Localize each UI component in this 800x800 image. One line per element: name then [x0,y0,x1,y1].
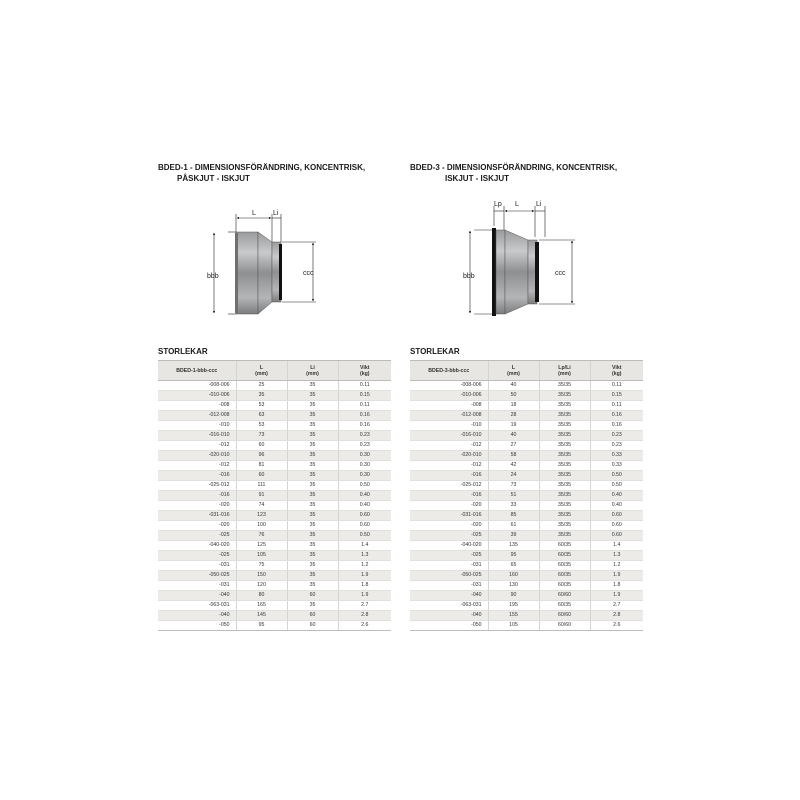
cell-weight: 0.50 [590,471,643,481]
table-row [410,381,643,391]
cell-Li: 35 [287,431,338,441]
bded1-cone [258,232,272,314]
bded1-title [158,162,391,184]
cell-Li: 35/35 [539,401,590,411]
cell-L: 80 [236,591,287,601]
table-row [158,531,391,541]
cell-Li: 35 [287,491,338,501]
table-row [410,461,643,471]
cell-L: 120 [236,581,287,591]
cell-L: 73 [488,481,539,491]
cell-L: 53 [236,421,287,431]
table-row [410,571,643,581]
bded1-title-line2: PÅSKJUT - ISKJUT [177,174,250,183]
cell-L: 165 [236,601,287,611]
cell-weight: 1.8 [338,581,391,591]
cell-L: 150 [236,571,287,581]
cell-L: 145 [236,611,287,621]
bded1-label-ccc: ccc [303,270,314,277]
bded1-col-Li: Li (mm) [287,361,338,381]
cell-L: 25 [236,381,287,391]
cell-weight: 2.7 [338,601,391,611]
cell-weight: 0.50 [338,481,391,491]
cell-weight: 2.6 [590,621,643,631]
cell-Li: 35/35 [539,521,590,531]
table-row [158,611,391,621]
cell-Li: 60/60 [539,591,590,601]
cell-L: 105 [488,621,539,631]
cell-L: 19 [488,421,539,431]
cell-Li: 60/35 [539,581,590,591]
cell-code: -008-006 [410,381,488,391]
cell-Li: 35/35 [539,391,590,401]
cell-Li: 60/35 [539,551,590,561]
table-row [410,601,643,611]
cell-Li: 35 [287,441,338,451]
cell-weight: 0.16 [590,421,643,431]
cell-weight: 0.40 [590,501,643,511]
table-row [410,541,643,551]
cell-L: 160 [488,571,539,581]
table-row [158,431,391,441]
bded3-col-L: L (mm) [488,361,539,381]
cell-code: -016 [410,471,488,481]
cell-Li: 35 [287,461,338,471]
cell-Li: 35 [287,541,338,551]
cell-code: -020 [158,501,236,511]
cell-Li: 35 [287,421,338,431]
table-row [158,541,391,551]
cell-L: 76 [236,531,287,541]
cell-L: 130 [488,581,539,591]
cell-code: -012 [158,461,236,471]
bded1-col-code: BDED-1-bbb-ccc [158,361,236,381]
cell-code: -050 [410,621,488,631]
table-row [410,561,643,571]
cell-code: -020 [410,501,488,511]
bded1-col-L: L (mm) [236,361,287,381]
cell-Li: 35/35 [539,411,590,421]
cell-Li: 35/35 [539,451,590,461]
cell-weight: 0.33 [590,461,643,471]
table-row [158,571,391,581]
table-row [158,561,391,571]
cell-code: -063-031 [158,601,236,611]
bded1-label-L: L [252,210,256,217]
cell-L: 60 [236,441,287,451]
cell-Li: 35 [287,391,338,401]
bded3-section-heading: STORLEKAR [410,347,460,356]
cell-L: 155 [488,611,539,621]
cell-Li: 60/60 [539,611,590,621]
table-row [158,441,391,451]
bded3-label-ccc: ccc [555,270,566,277]
cell-weight: 2.8 [590,611,643,621]
bded3-label-Li: Li [536,201,542,208]
cell-code: -012-008 [410,411,488,421]
cell-L: 95 [488,551,539,561]
cell-weight: 0.23 [590,441,643,451]
bded1-table-body [158,381,391,631]
cell-L: 39 [488,531,539,541]
table-row [158,581,391,591]
cell-L: 195 [488,601,539,611]
cell-L: 125 [236,541,287,551]
cell-code: -031-016 [410,511,488,521]
cell-weight: 1.3 [590,551,643,561]
cell-weight: 0.30 [338,471,391,481]
cell-code: -008-006 [158,381,236,391]
cell-weight: 0.50 [590,481,643,491]
bded1-drawing [158,192,391,322]
table-row [158,461,391,471]
bded3-table-header [410,361,643,381]
cell-code: -012-008 [158,411,236,421]
cell-code: -040 [410,591,488,601]
cell-weight: 1.9 [338,571,391,581]
cell-L: 58 [488,451,539,461]
cell-code: -012 [410,441,488,451]
cell-Li: 35 [287,511,338,521]
table-row [410,591,643,601]
cell-Li: 60/35 [539,541,590,551]
table-row [410,511,643,521]
cell-weight: 0.60 [590,511,643,521]
table-row [158,501,391,511]
cell-L: 18 [488,401,539,411]
bded1-title-line1: BDED-1 - DIMENSIONSFÖRÄNDRING, KONCENTRISK, [158,163,366,172]
table-row [410,611,643,621]
cell-weight: 0.16 [338,411,391,421]
cell-Li: 35 [287,501,338,511]
cell-weight: 0.23 [590,431,643,441]
cell-L: 73 [236,431,287,441]
cell-Li: 35/35 [539,441,590,451]
cell-weight: 1.9 [338,591,391,601]
cell-code: -050 [158,621,236,631]
table-row [410,471,643,481]
cell-code: -012 [410,461,488,471]
cell-Li: 60/35 [539,571,590,581]
cell-code: -040-020 [410,541,488,551]
cell-code: -012 [158,441,236,451]
cell-L: 96 [236,451,287,461]
table-row [158,521,391,531]
table-row [410,451,643,461]
cell-code: -040 [158,591,236,601]
table-row [158,621,391,631]
table-row [410,551,643,561]
cell-weight: 0.33 [590,451,643,461]
table-row [158,601,391,611]
cell-code: -031-016 [158,511,236,521]
cell-L: 135 [488,541,539,551]
cell-Li: 60 [287,591,338,601]
bded1-label-bbb: bbb [207,273,219,280]
cell-L: 42 [488,461,539,471]
cell-L: 100 [236,521,287,531]
cell-Li: 35 [287,411,338,421]
cell-weight: 0.15 [338,391,391,401]
bded1-col-weight: Vikt (kg) [338,361,391,381]
cell-code: -010 [410,421,488,431]
table-row [410,581,643,591]
cell-L: 33 [488,501,539,511]
cell-weight: 0.23 [338,441,391,451]
cell-weight: 0.50 [338,531,391,541]
cell-Li: 35/35 [539,461,590,471]
cell-code: -016 [158,471,236,481]
bded3-title [410,162,643,184]
cell-weight: 0.11 [590,401,643,411]
cell-L: 63 [236,411,287,421]
table-row [158,511,391,521]
table-row [410,441,643,451]
cell-L: 95 [236,621,287,631]
cell-code: -025-012 [158,481,236,491]
bded1-table-header [158,361,391,381]
table-row [158,451,391,461]
cell-weight: 1.4 [338,541,391,551]
bded3-title-line1: BDED-3 - DIMENSIONSFÖRÄNDRING, KONCENTRISK, [410,163,618,172]
cell-weight: 0.60 [338,511,391,521]
table-row [158,481,391,491]
table-row [410,521,643,531]
cell-Li: 35/35 [539,431,590,441]
table-row [410,431,643,441]
cell-code: -025 [158,551,236,561]
bded3-label-L: L [515,201,519,208]
cell-weight: 0.11 [590,381,643,391]
cell-code: -010-006 [158,391,236,401]
bded1-size-table [158,360,391,631]
cell-code: -040-020 [158,541,236,551]
bded1-panel [158,162,391,628]
cell-L: 105 [236,551,287,561]
cell-weight: 0.11 [338,401,391,411]
cell-L: 85 [488,511,539,521]
cell-L: 27 [488,441,539,451]
bded1-gasket [279,244,282,300]
table-row [410,501,643,511]
cell-weight: 0.16 [590,411,643,421]
cell-code: -008 [410,401,488,411]
cell-Li: 60 [287,611,338,621]
cell-Li: 60/35 [539,561,590,571]
cell-weight: 0.60 [338,521,391,531]
cell-Li: 35 [287,521,338,531]
bded3-table-body [410,381,643,631]
cell-Li: 35/35 [539,381,590,391]
bded3-large-cylinder [496,230,505,314]
table-row [410,531,643,541]
cell-L: 75 [236,561,287,571]
cell-weight: 0.60 [590,521,643,531]
cell-L: 111 [236,481,287,491]
cell-code: -031 [410,581,488,591]
cell-code: -050-025 [158,571,236,581]
table-row [410,481,643,491]
cell-weight: 0.40 [338,491,391,501]
table-row [158,401,391,411]
cell-Li: 35 [287,581,338,591]
bded3-cone [505,230,528,314]
cell-weight: 0.15 [590,391,643,401]
cell-weight: 0.11 [338,381,391,391]
bded1-large-cylinder [236,232,258,314]
cell-L: 40 [488,381,539,391]
bded3-small-gasket [535,242,539,302]
table-row [158,471,391,481]
cell-L: 50 [488,391,539,401]
cell-code: -040 [158,611,236,621]
cell-code: -016-010 [158,431,236,441]
cell-L: 35 [236,391,287,401]
table-row [410,401,643,411]
table-row [410,491,643,501]
table-row [158,411,391,421]
table-row [410,621,643,631]
cell-weight: 0.16 [338,421,391,431]
cell-Li: 35 [287,401,338,411]
cell-weight: 1.9 [590,571,643,581]
table-row [158,421,391,431]
cell-L: 81 [236,461,287,471]
cell-code: -050-025 [410,571,488,581]
cell-weight: 1.4 [590,541,643,551]
cell-L: 28 [488,411,539,421]
cell-L: 24 [488,471,539,481]
cell-code: -025-012 [410,481,488,491]
cell-L: 91 [236,491,287,501]
bded3-label-bbb: bbb [463,273,475,280]
cell-L: 53 [236,401,287,411]
cell-weight: 0.30 [338,461,391,471]
cell-Li: 35/35 [539,501,590,511]
cell-Li: 60/60 [539,621,590,631]
cell-code: -020-010 [158,451,236,461]
table-row [158,381,391,391]
cell-Li: 35 [287,471,338,481]
cell-weight: 0.40 [338,501,391,511]
cell-Li: 35/35 [539,421,590,431]
cell-code: -020-010 [410,451,488,461]
cell-L: 74 [236,501,287,511]
cell-weight: 1.2 [338,561,391,571]
table-row [410,411,643,421]
cell-code: -031 [158,581,236,591]
cell-weight: 1.8 [590,581,643,591]
bded3-col-LpLi: Lp/Li (mm) [539,361,590,381]
cell-Li: 60/35 [539,601,590,611]
bded3-panel [410,162,643,628]
bded3-large-gasket [492,228,496,316]
bded3-reducer-diagram [410,192,643,322]
bded1-rim [235,233,238,313]
cell-L: 90 [488,591,539,601]
cell-Li: 35 [287,601,338,611]
bded3-title-line2: ISKJUT - ISKJUT [445,174,510,183]
bded3-col-code: BDED-3-bbb-ccc [410,361,488,381]
cell-Li: 35 [287,551,338,561]
cell-Li: 35 [287,481,338,491]
cell-weight: 1.9 [590,591,643,601]
cell-code: -016-010 [410,431,488,441]
cell-code: -010 [158,421,236,431]
cell-weight: 2.6 [338,621,391,631]
bded1-reducer-diagram [158,192,391,322]
cell-weight: 0.30 [338,451,391,461]
cell-L: 60 [236,471,287,481]
cell-weight: 0.40 [590,491,643,501]
cell-code: -031 [158,561,236,571]
table-row [158,491,391,501]
cell-code: -016 [410,491,488,501]
bded3-col-weight: Vikt (kg) [590,361,643,381]
cell-weight: 0.23 [338,431,391,441]
cell-code: -016 [158,491,236,501]
cell-Li: 35 [287,451,338,461]
cell-L: 51 [488,491,539,501]
table-row [158,551,391,561]
cell-Li: 35 [287,561,338,571]
bded3-size-table [410,360,643,631]
table-row [158,391,391,401]
cell-Li: 35/35 [539,481,590,491]
bded3-label-Lp: Lp [494,201,502,208]
cell-weight: 2.7 [590,601,643,611]
cell-Li: 35 [287,571,338,581]
cell-L: 40 [488,431,539,441]
cell-Li: 35 [287,531,338,541]
cell-weight: 1.2 [590,561,643,571]
cell-code: -010-006 [410,391,488,401]
cell-Li: 35/35 [539,531,590,541]
table-row [410,391,643,401]
cell-Li: 60 [287,621,338,631]
cell-code: -020 [158,521,236,531]
cell-code: -025 [410,551,488,561]
cell-code: -020 [410,521,488,531]
cell-code: -040 [410,611,488,621]
cell-Li: 35/35 [539,511,590,521]
cell-L: 65 [488,561,539,571]
cell-weight: 1.3 [338,551,391,561]
cell-L: 61 [488,521,539,531]
cell-Li: 35/35 [539,471,590,481]
cell-code: -031 [410,561,488,571]
bded1-label-Li: Li [273,210,279,217]
bded1-section-heading: STORLEKAR [158,347,208,356]
cell-L: 123 [236,511,287,521]
cell-code: -025 [158,531,236,541]
table-row [158,591,391,601]
cell-weight: 2.8 [338,611,391,621]
cell-Li: 35/35 [539,491,590,501]
cell-weight: 0.60 [590,531,643,541]
table-row [410,421,643,431]
bded3-drawing [410,192,643,322]
cell-code: -063-031 [410,601,488,611]
cell-Li: 35 [287,381,338,391]
cell-code: -008 [158,401,236,411]
cell-code: -025 [410,531,488,541]
